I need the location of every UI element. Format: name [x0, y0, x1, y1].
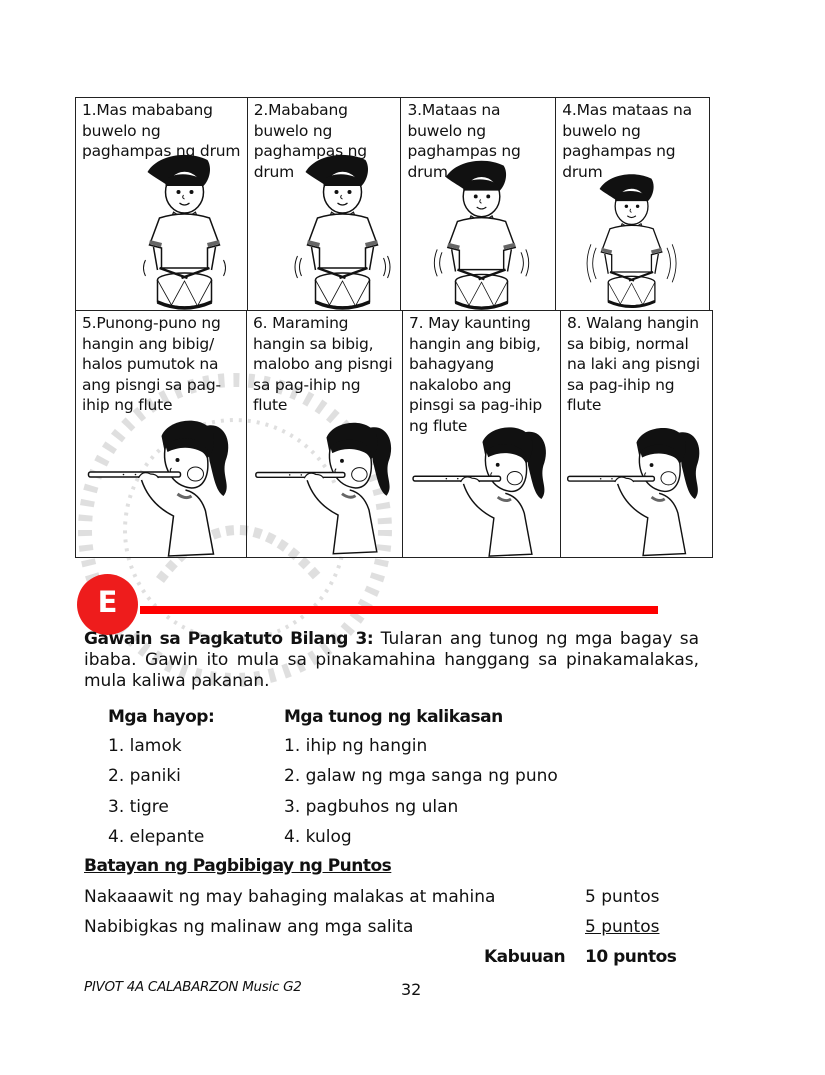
girl-playing-flute-icon [251, 416, 401, 558]
flute-illustration-table [75, 310, 713, 558]
animals-heading: Mga hayop: [108, 707, 215, 727]
animal-item: 1. lamok [108, 736, 182, 756]
drum-cell-label: 1.Mas mababang buwelo ng paghampas ng drum [82, 101, 241, 160]
nature-heading: Mga tunog ng kalikasan [284, 707, 503, 727]
drum-cell-label: 4.Mas mataas na buwelo ng paghampas ng drum [562, 101, 692, 181]
girl-playing-flute-icon [76, 416, 246, 558]
drum-cell-label: 2.Mababang buwelo ng paghampas ng drum [253, 101, 367, 181]
footer-source: PIVOT 4A CALABARZON Music G2 [84, 979, 302, 995]
rubric-total-points: 10 puntos [585, 947, 677, 967]
flute-cell-label: 8. Walang hangin sa bibig, normal na laki ang pisngi sa pag-ihip ng flute [567, 314, 700, 414]
flute-cell [76, 311, 247, 557]
rubric-points: 5 puntos [585, 917, 660, 937]
flute-cell-label: 7. May kaunting hangin ang bibig, bahagyang nakalobo ang pinsgi sa pag-ihip ng flute [409, 314, 543, 435]
activity-text: Tularan ang tunog ng mga bagay sa ibaba. Gawin ito mula sa pinakamahina hanggang sa pinakamalakas, mula kaliwa pakanan. [84, 629, 699, 691]
section-divider-bar [140, 606, 658, 614]
flute-cell [561, 311, 711, 557]
page-number: 32 [401, 980, 422, 999]
girl-playing-flute-icon [407, 423, 557, 558]
drum-illustration-table [75, 97, 710, 311]
boy-drumming-icon [130, 150, 240, 312]
section-e-badge: E [77, 574, 138, 635]
drum-cell [248, 98, 402, 310]
rubric-total-label: Kabuuan [484, 947, 566, 967]
nature-item: 4. kulog [284, 827, 352, 847]
flute-cell [247, 311, 403, 557]
drum-cell [401, 98, 556, 310]
nature-item: 1. ihip ng hangin [284, 736, 428, 756]
animal-item: 2. paniki [108, 766, 181, 786]
flute-cell-label: 6. Maraming hangin sa bibig, malobo ang pisngi sa pag-ihip ng flute [253, 314, 393, 414]
drum-cell [76, 98, 248, 310]
nature-item: 2. galaw ng mga sanga ng puno [284, 766, 558, 786]
drum-cell-label: 3.Mataas na buwelo ng paghampas ng drum [407, 101, 521, 181]
flute-cell [403, 311, 561, 557]
rubric-points: 5 puntos [585, 887, 660, 907]
animal-item: 4. elepante [108, 827, 205, 847]
flute-cell-label: 5.Punong-puno ng hangin ang bibig/ halos pumutok na ang pisngi sa pag-ihip ng flute [82, 314, 221, 414]
nature-item: 3. pagbuhos ng ulan [284, 797, 459, 817]
drum-cell [556, 98, 709, 310]
activity-title: Gawain sa Pagkatuto Bilang 3: [84, 629, 374, 649]
animal-item: 3. tigre [108, 797, 169, 817]
rubric-criterion: Nakaaawit ng may bahaging malakas at mahina [84, 887, 496, 907]
activity-instruction [84, 629, 699, 692]
boy-drumming-icon [586, 170, 678, 310]
rubric-title: Batayan ng Pagbibigay ng Puntos [84, 856, 392, 876]
rubric-criterion: Nabibigkas ng malinaw ang mga salita [84, 917, 414, 937]
girl-playing-flute-icon [563, 423, 709, 558]
